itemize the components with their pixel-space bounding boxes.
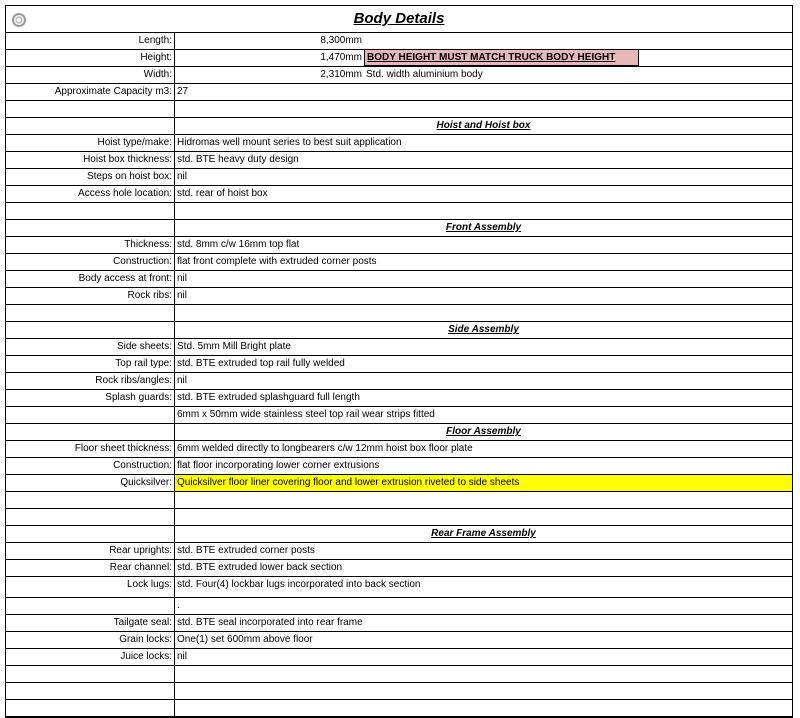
row-value <box>175 683 792 699</box>
blank-row <box>6 700 792 717</box>
row-note: Std. width aluminium body <box>366 69 483 80</box>
row-label: Quicksilver: <box>6 475 175 491</box>
table-row <box>6 458 792 475</box>
row-label <box>6 700 175 716</box>
row-label <box>6 322 175 338</box>
row-value: 6mm welded directly to longbearers c/w 12mm hoist box floor plate <box>177 443 473 454</box>
table-row <box>6 475 792 492</box>
row-label <box>6 526 175 542</box>
table-row <box>6 632 792 649</box>
section-header-row <box>6 322 792 339</box>
row-value: flat floor incorporating lower corner extrusions <box>177 460 380 471</box>
section-title: Side Assembly <box>448 324 519 335</box>
row-label: Height: <box>6 50 175 66</box>
table-row <box>6 407 792 424</box>
row-label: Construction: <box>6 254 175 270</box>
row-label: Width: <box>6 67 175 83</box>
row-value <box>175 305 792 321</box>
table-row <box>6 135 792 152</box>
row-value <box>175 509 792 525</box>
row-value: flat front complete with extruded corner posts <box>177 256 377 267</box>
row-value: std. BTE extruded lower back section <box>177 562 343 573</box>
title-row <box>5 5 793 33</box>
row-value: nil <box>177 290 188 301</box>
row-label <box>6 118 175 134</box>
row-value: std. BTE seal incorporated into rear frame <box>177 617 363 628</box>
row-value: One(1) set 600mm above floor <box>177 634 313 645</box>
row-measurement: 1,470mm <box>320 52 362 63</box>
row-value <box>175 203 792 219</box>
row-label: Juice locks: <box>6 649 175 665</box>
table-row <box>6 390 792 407</box>
row-label <box>6 305 175 321</box>
row-label: Hoist box thickness: <box>6 152 175 168</box>
row-label: Steps on hoist box: <box>6 169 175 185</box>
table-row <box>6 560 792 577</box>
blank-row <box>6 203 792 220</box>
row-measurement: 2,310mm <box>320 69 362 80</box>
row-label: Body access at front: <box>6 271 175 287</box>
row-label: Approximate Capacity m3: <box>6 84 175 100</box>
row-label <box>6 492 175 508</box>
details-table <box>5 33 793 718</box>
row-label: Rear channel: <box>6 560 175 576</box>
table-row <box>6 67 792 84</box>
row-value <box>175 492 792 508</box>
table-row <box>6 577 792 598</box>
section-title: Rear Frame Assembly <box>431 528 536 539</box>
section-header-row <box>6 526 792 543</box>
table-row <box>6 373 792 390</box>
row-label: Hoist type/make: <box>6 135 175 151</box>
row-label: Rock ribs: <box>6 288 175 304</box>
row-label: Top rail type: <box>6 356 175 372</box>
table-row <box>6 271 792 288</box>
row-measurement: 8,300mm <box>320 35 362 46</box>
row-label <box>6 407 175 423</box>
blank-row <box>6 492 792 509</box>
row-value: std. rear of hoist box <box>177 188 268 199</box>
row-value: Std. 5mm Mill Bright plate <box>177 341 291 352</box>
table-row <box>6 186 792 203</box>
table-row <box>6 356 792 373</box>
table-row <box>6 598 792 615</box>
row-value: Quicksilver floor liner covering floor and lower extrusion riveted to side sheets <box>175 475 792 491</box>
row-value: nil <box>177 171 188 182</box>
row-value: . <box>177 600 180 611</box>
row-label <box>6 509 175 525</box>
table-row <box>6 441 792 458</box>
row-label: Rock ribs/angles: <box>6 373 175 389</box>
blank-row <box>6 305 792 322</box>
row-value: std. BTE extruded corner posts <box>177 545 315 556</box>
row-label: Grain locks: <box>6 632 175 648</box>
row-label: Access hole location: <box>6 186 175 202</box>
section-header-row <box>6 118 792 135</box>
row-label: Splash guards: <box>6 390 175 406</box>
row-value: std. BTE extruded top rail fully welded <box>177 358 345 369</box>
row-value: 6mm x 50mm wide stainless steel top rail wear strips fitted <box>177 409 435 420</box>
row-value <box>175 101 792 117</box>
table-row <box>6 84 792 101</box>
section-header-row <box>6 220 792 237</box>
row-value <box>175 666 792 682</box>
page-title: Body Details <box>353 10 445 27</box>
section-title: Floor Assembly <box>446 426 521 437</box>
row-label: Side sheets: <box>6 339 175 355</box>
table-row <box>6 50 792 67</box>
blank-row <box>6 683 792 700</box>
row-label: Tailgate seal: <box>6 615 175 631</box>
blank-row <box>6 666 792 683</box>
table-row <box>6 339 792 356</box>
table-row <box>6 543 792 560</box>
row-label <box>6 666 175 682</box>
table-row <box>6 649 792 666</box>
row-value: std. Four(4) lockbar lugs incorporated into back section <box>177 579 421 590</box>
table-row <box>6 254 792 271</box>
table-row <box>6 33 792 50</box>
blank-row <box>6 509 792 526</box>
blank-row <box>6 101 792 118</box>
table-row <box>6 237 792 254</box>
row-value: std. BTE heavy duty design <box>177 154 299 165</box>
row-label: Floor sheet thickness: <box>6 441 175 457</box>
row-value: nil <box>177 651 188 662</box>
section-header-row <box>6 424 792 441</box>
row-label: Length: <box>6 33 175 49</box>
row-value: nil <box>177 273 188 284</box>
warning-note: BODY HEIGHT MUST MATCH TRUCK BODY HEIGHT <box>364 49 639 66</box>
row-label: Thickness: <box>6 237 175 253</box>
row-label <box>6 101 175 117</box>
row-value: nil <box>177 375 188 386</box>
table-row <box>6 169 792 186</box>
row-label <box>6 220 175 236</box>
section-title: Hoist and Hoist box <box>436 120 531 131</box>
row-label: Construction: <box>6 458 175 474</box>
row-value: Hidromas well mount series to best suit application <box>177 137 402 148</box>
row-label <box>6 424 175 440</box>
row-label: Rear uprights: <box>6 543 175 559</box>
row-value <box>175 700 792 716</box>
row-value: std. BTE extruded splashguard full length <box>177 392 360 403</box>
table-row <box>6 615 792 632</box>
table-row <box>6 152 792 169</box>
table-row <box>6 288 792 305</box>
row-label <box>6 598 175 614</box>
row-value: 27 <box>177 86 189 97</box>
row-label <box>6 203 175 219</box>
section-title: Front Assembly <box>445 222 522 233</box>
row-value: std. 8mm c/w 16mm top flat <box>177 239 300 250</box>
row-label <box>6 683 175 699</box>
row-label: Lock lugs: <box>6 577 175 597</box>
